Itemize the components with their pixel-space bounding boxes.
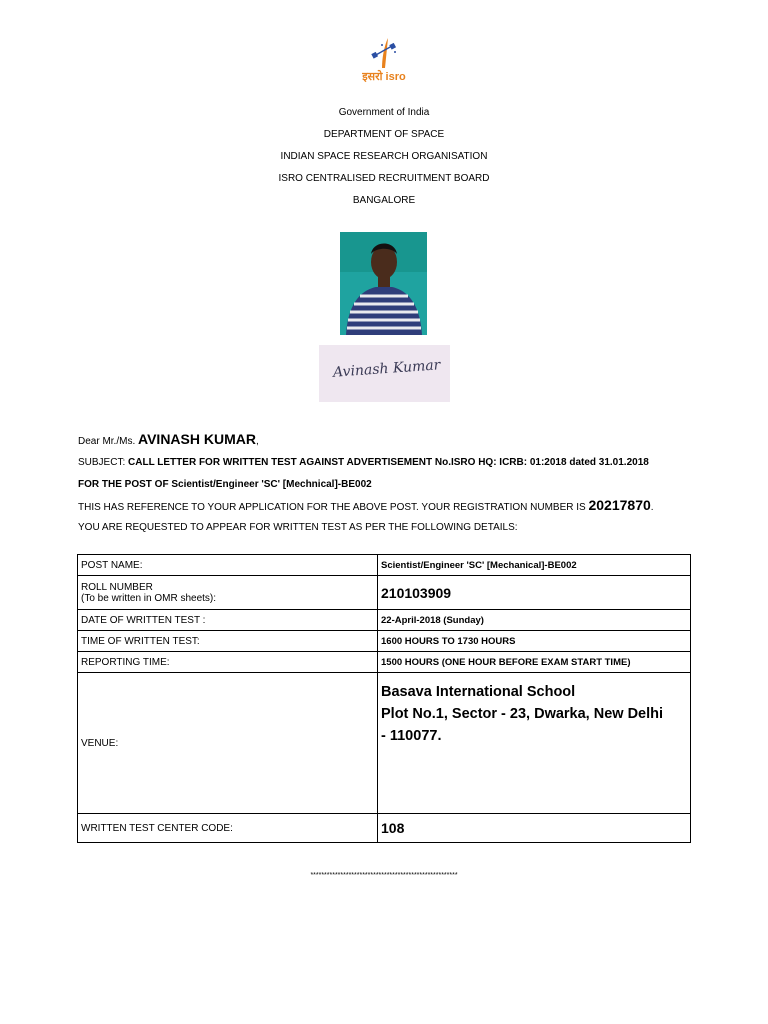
venue-value bbox=[378, 673, 691, 814]
subject-text: CALL LETTER FOR WRITTEN TEST AGAINST ADVERTISEMENT No.ISRO HQ: ICRB: 01:2018 dated 31.01.2018 bbox=[128, 457, 649, 468]
roll-number-label: ROLL NUMBER bbox=[81, 581, 153, 593]
reference-line: THIS HAS REFERENCE TO YOUR APPLICATION FOR THE ABOVE POST. YOUR REGISTRATION NUMBER IS 20217870. bbox=[78, 497, 654, 513]
post-name-value: Scientist/Engineer 'SC' [Mechanical]-BE002 bbox=[378, 555, 691, 576]
candidate-photo bbox=[340, 232, 427, 335]
table-row bbox=[78, 814, 691, 843]
header-line-organisation: INDIAN SPACE RESEARCH ORGANISATION bbox=[280, 151, 488, 162]
salutation-prefix: Dear Mr./Ms. bbox=[78, 436, 136, 447]
header-line-board: ISRO CENTRALISED RECRUITMENT BOARD bbox=[278, 173, 490, 184]
signature-text: Avinash Kumar bbox=[332, 357, 441, 381]
date-label: DATE OF WRITTEN TEST : bbox=[78, 610, 378, 631]
subject-label: SUBJECT: bbox=[78, 457, 126, 468]
center-code-label: WRITTEN TEST CENTER CODE: bbox=[78, 814, 378, 843]
header-line-government: Government of India bbox=[338, 107, 430, 118]
salutation: Dear Mr./Ms. AVINASH KUMAR, bbox=[78, 431, 259, 447]
table-row bbox=[78, 576, 691, 610]
post-line: FOR THE POST OF Scientist/Engineer 'SC' [Mechnical]-BE002 bbox=[78, 479, 372, 490]
table-row bbox=[78, 673, 691, 814]
roll-number-value: 210103909 bbox=[378, 576, 691, 610]
venue-line-2: Plot No.1, Sector - 23, Dwarka, New Delhi bbox=[381, 706, 664, 722]
post-name-label: POST NAME: bbox=[78, 555, 378, 576]
roll-number-sublabel: (To be written in OMR sheets): bbox=[81, 592, 217, 604]
table-row bbox=[78, 610, 691, 631]
time-value: 1600 HOURS TO 1730 HOURS bbox=[378, 631, 691, 652]
exam-details-table bbox=[77, 554, 691, 843]
venue-label: VENUE: bbox=[78, 673, 378, 814]
candidate-signature bbox=[319, 345, 450, 402]
candidate-name: AVINASH KUMAR bbox=[138, 431, 256, 447]
logo-wordmark: इसरो isro bbox=[362, 71, 406, 83]
reference-text: THIS HAS REFERENCE TO YOUR APPLICATION FOR THE ABOVE POST. YOUR REGISTRATION NUMBER IS bbox=[78, 502, 586, 513]
isro-logo bbox=[352, 36, 416, 86]
time-label: TIME OF WRITTEN TEST: bbox=[78, 631, 378, 652]
venue-line-1: Basava International School bbox=[381, 684, 576, 700]
reporting-time-label: REPORTING TIME: bbox=[78, 652, 378, 673]
table-row bbox=[78, 631, 691, 652]
header-line-department: DEPARTMENT OF SPACE bbox=[323, 129, 445, 140]
center-code-value: 108 bbox=[378, 814, 691, 843]
footer-divider: ****************************************************** bbox=[310, 872, 458, 879]
roll-number-label-cell bbox=[78, 576, 378, 610]
table-row bbox=[78, 555, 691, 576]
request-line: YOU ARE REQUESTED TO APPEAR FOR WRITTEN TEST AS PER THE FOLLOWING DETAILS: bbox=[78, 522, 518, 533]
reporting-time-value: 1500 HOURS (ONE HOUR BEFORE EXAM START TIME) bbox=[378, 652, 691, 673]
table-row bbox=[78, 652, 691, 673]
date-value: 22-April-2018 (Sunday) bbox=[378, 610, 691, 631]
venue-line-3: - 110077. bbox=[381, 728, 442, 744]
subject-line bbox=[78, 457, 649, 468]
registration-number: 20217870 bbox=[588, 497, 651, 513]
header-line-city: BANGALORE bbox=[352, 195, 416, 206]
